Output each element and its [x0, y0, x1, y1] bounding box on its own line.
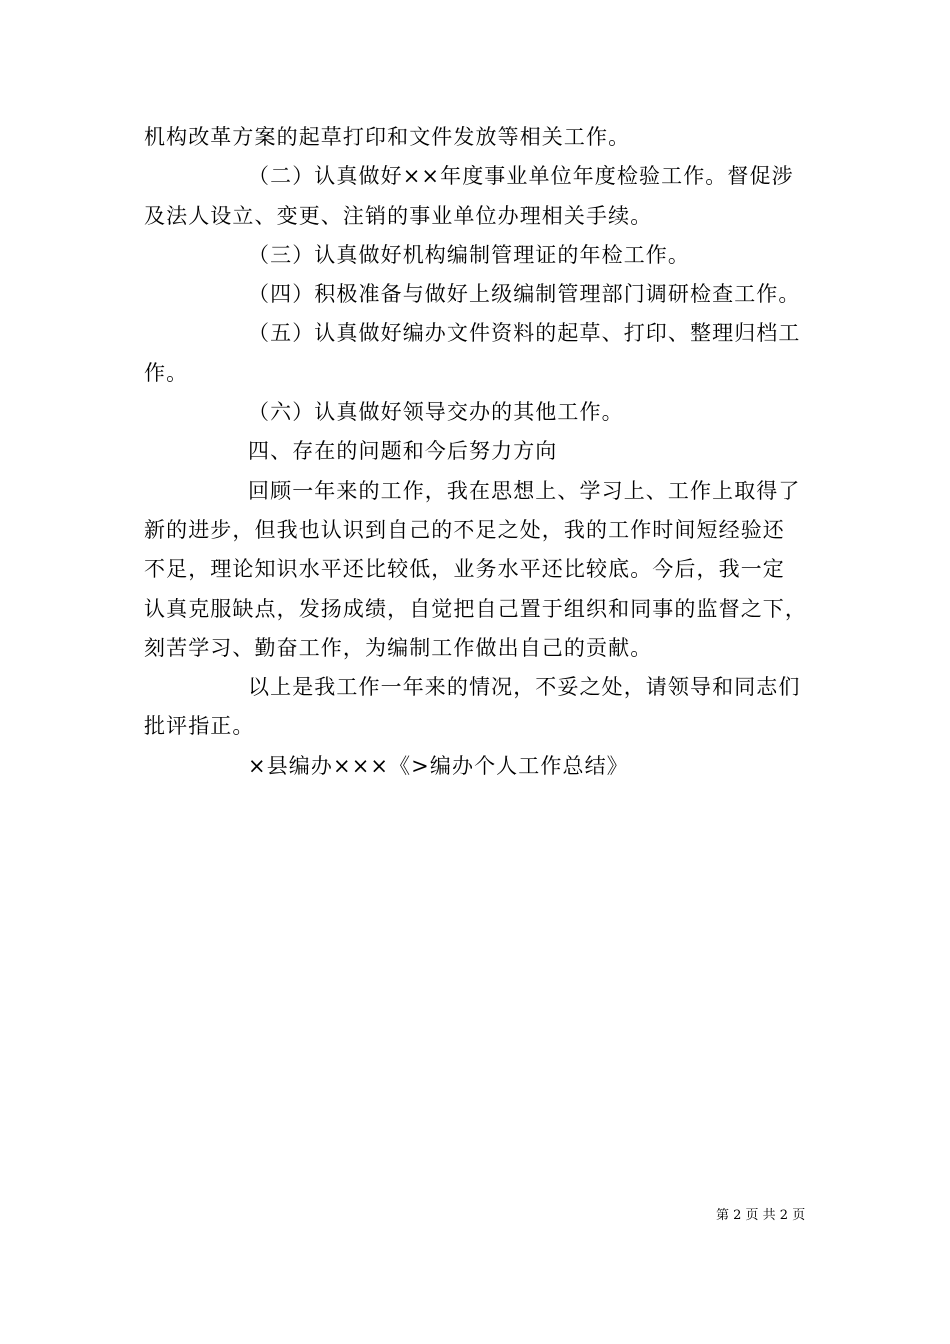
signature-line: ×县编办×××《>编办个人工作总结》: [248, 753, 629, 778]
text-line: 刻苦学习、勤奋工作，为编制工作做出自己的贡献。: [144, 635, 653, 660]
text-line: 回顾一年来的工作，我在思想上、学习上、工作上取得了: [248, 478, 801, 503]
text-line: （二）认真做好××年度事业单位年度检验工作。督促涉: [248, 164, 794, 189]
section-heading: 四、存在的问题和今后努力方向: [248, 439, 558, 464]
text-line: 批评指正。: [144, 714, 255, 739]
text-line: 机构改革方案的起草打印和文件发放等相关工作。: [144, 125, 631, 149]
text-line: （三）认真做好机构编制管理证的年检工作。: [248, 242, 690, 267]
page-number: 第 2 页 共 2 页: [716, 1208, 806, 1223]
text-line: （六）认真做好领导交办的其他工作。: [248, 400, 624, 425]
text-line: （四）积极准备与做好上级编制管理部门调研检查工作。: [248, 282, 801, 307]
text-line: （五）认真做好编办文件资料的起草、打印、整理归档工: [248, 321, 801, 346]
text-line: 作。: [144, 360, 189, 385]
text-line: 新的进步，但我也认识到自己的不足之处，我的工作时间短经验还: [144, 517, 785, 542]
text-line: 不足，理论知识水平还比较低，业务水平还比较底。今后，我一定: [144, 557, 785, 582]
text-line: 及法人设立、变更、注销的事业单位办理相关手续。: [144, 203, 653, 228]
text-line: 以上是我工作一年来的情况，不妥之处，请领导和同志们: [248, 675, 801, 700]
text-line: 认真克服缺点，发扬成绩，自觉把自己置于组织和同事的监督之下，: [144, 596, 807, 621]
document-body: [144, 118, 808, 786]
